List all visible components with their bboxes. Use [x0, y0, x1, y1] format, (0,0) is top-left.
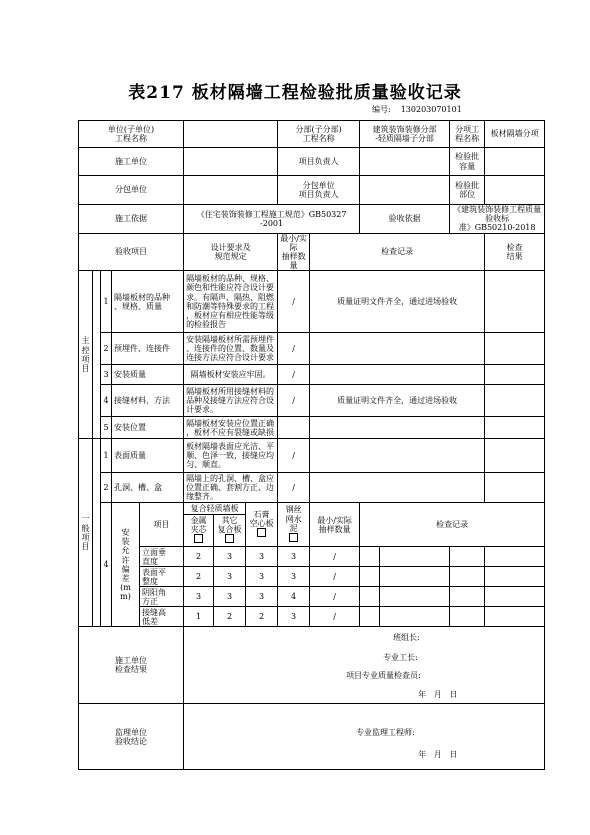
main-item-sample[interactable]: /	[278, 333, 310, 365]
batch-location-label: 检验批部位	[450, 176, 485, 205]
main-item-row	[79, 385, 545, 417]
main-item-no: 2	[101, 333, 112, 365]
main-item-sample[interactable]: /	[278, 385, 310, 417]
sub-project-label: 分部(子分部) 工程名称	[278, 121, 360, 148]
general-item-spec: 板材隔墙表面应光洁、平 顺、色泽一致，接缝应均 匀、顺直。	[184, 439, 278, 473]
deviation-record-cell[interactable]	[360, 607, 380, 627]
gypsum-value: 3	[246, 567, 278, 587]
general-item-sample[interactable]: /	[278, 473, 310, 503]
deviation-record-cell[interactable]	[360, 547, 380, 567]
item-project-value[interactable]: 板材隔墙分项	[485, 121, 545, 148]
main-item-sample[interactable]	[278, 417, 310, 439]
main-item-result[interactable]	[485, 365, 545, 385]
other-value: 2	[214, 607, 246, 627]
basis-value[interactable]: 《住宅装饰装修工程施工规范》GB50327 -2001	[184, 205, 360, 234]
construction-date-label: 年 月 日	[418, 690, 458, 700]
main-item-spec: 隔墙板材的品种、规格、 颜色和性能应符合设计要 求。有隔声、隔热、阻燃 和防潮等特殊要求的工程 ，板材应有相应性能等级 的检验报告	[184, 271, 278, 333]
metal-value: 2	[184, 567, 214, 587]
composite-header: 复合轻质墙板	[184, 503, 246, 515]
deviation-row	[79, 587, 545, 607]
basis-label: 施工依据	[79, 205, 184, 234]
gypsum-value: 3	[246, 547, 278, 567]
main-item-row	[79, 271, 545, 333]
construction-check-label: 施工单位 检查结果	[79, 627, 184, 704]
deviation-row	[79, 567, 545, 587]
page-title: 表217 板材隔墙工程检验批质量验收记录	[128, 83, 462, 103]
main-item-name: 隔墙板材的品种 、规格、质量	[112, 271, 184, 333]
deviation-record-cell[interactable]	[380, 587, 450, 607]
deviation-name: 阴阳角 方正	[140, 587, 184, 607]
general-item-result[interactable]	[485, 473, 545, 503]
deviation-sample[interactable]: /	[310, 587, 360, 607]
deviation-record-cell[interactable]	[485, 547, 545, 567]
col-sample-header: 最小/实际 抽样数量	[278, 233, 310, 271]
other-composite-checkbox[interactable]	[225, 534, 234, 543]
general-item-record[interactable]	[310, 473, 485, 503]
gypsum-value: 2	[246, 607, 278, 627]
inspector-label: 项目专业质量检查员:	[346, 671, 421, 681]
general-item-spec: 隔墙上的孔洞、槽、盒应 位置正确、套割方正、边 缘整齐。	[184, 473, 278, 503]
steel-value: 3	[278, 547, 310, 567]
main-item-spec: 安装隔墙板材所需预埋件 、连接件的位置、数量及 连接方法应符合设计要求	[184, 333, 278, 365]
main-item-result[interactable]	[485, 271, 545, 333]
gypsum-hollow-header: 石膏 空心板	[246, 503, 278, 547]
deviation-sample[interactable]: /	[310, 567, 360, 587]
deviation-record-cell[interactable]	[450, 567, 485, 587]
unit-project-label: 单位(子单位) 工程名称	[79, 121, 184, 148]
general-item-name: 孔洞、槽、盒	[112, 473, 184, 503]
main-item-name: 安装位置	[112, 417, 184, 439]
main-spacer	[93, 271, 101, 439]
subcontract-unit-label: 分包单位	[79, 176, 184, 205]
general-item-no: 1	[101, 439, 112, 473]
deviation-side-label: 安 装 允 许 偏 差 (m m)	[112, 503, 140, 627]
general-item-record[interactable]	[310, 439, 485, 473]
batch-location-value[interactable]	[485, 176, 545, 205]
team-leader-label: 班组长:	[393, 633, 420, 643]
deviation-name: 立面垂 直度	[140, 547, 184, 567]
gypsum-checkbox[interactable]	[257, 528, 266, 537]
deviation-record-cell[interactable]	[360, 587, 380, 607]
main-item-result[interactable]	[485, 385, 545, 417]
metal-value: 1	[184, 607, 214, 627]
general-item-row	[79, 439, 545, 473]
acceptance-basis-value[interactable]: 《建筑装饰装修工程质量验收标 准》GB50210-2018	[450, 205, 545, 234]
supervision-label: 监理单位 验收结论	[79, 704, 184, 770]
steel-value: 3	[278, 567, 310, 587]
deviation-record-cell[interactable]	[360, 567, 380, 587]
metal-value: 2	[184, 547, 214, 567]
steel-value: 4	[278, 587, 310, 607]
main-item-row	[79, 417, 545, 439]
subcontract-unit-value[interactable]	[184, 176, 278, 205]
other-composite-header: 其它 复合板	[214, 515, 246, 547]
deviation-name: 表面平 整度	[140, 567, 184, 587]
deviation-name: 接缝高 低差	[140, 607, 184, 627]
item-project-label: 分项工程名称	[450, 121, 485, 148]
deviation-sample[interactable]: /	[310, 547, 360, 567]
deviation-record-cell[interactable]	[450, 587, 485, 607]
deviation-record-cell[interactable]	[450, 607, 485, 627]
deviation-record-cell[interactable]	[485, 607, 545, 627]
main-item-result[interactable]	[485, 417, 545, 439]
batch-capacity-value[interactable]	[485, 148, 545, 176]
main-item-row	[79, 333, 545, 365]
main-item-no: 4	[101, 385, 112, 417]
other-value: 3	[214, 567, 246, 587]
supervision-date-label: 年 月 日	[418, 750, 458, 760]
supervision-engineer-label: 专业监理工程师:	[356, 728, 415, 738]
subcontract-manager-label: 分包单位 项目负责人	[278, 176, 360, 205]
other-value: 3	[214, 547, 246, 567]
col-design-header: 设计要求及 规范规定	[184, 233, 278, 271]
deviation-row	[79, 607, 545, 627]
foreman-label: 专业工长:	[383, 653, 418, 663]
subcontract-manager-value[interactable]	[360, 176, 450, 205]
col-item-header: 验收项目	[79, 233, 184, 271]
main-item-name: 预埋件、连接件	[112, 333, 184, 365]
other-value: 3	[214, 587, 246, 607]
main-item-record[interactable]: 质量证明文件齐全，通过进场验收	[310, 271, 485, 333]
main-item-record[interactable]	[310, 365, 485, 385]
deviation-no: 4	[101, 503, 112, 627]
main-item-name: 安装质量	[112, 365, 184, 385]
main-item-result[interactable]	[485, 333, 545, 365]
acceptance-basis-label: 验收依据	[360, 205, 450, 234]
project-manager-value[interactable]	[360, 148, 450, 176]
deviation-record-cell[interactable]	[380, 607, 450, 627]
deviation-record-cell[interactable]	[485, 567, 545, 587]
main-item-sample[interactable]: /	[278, 365, 310, 385]
metal-core-checkbox[interactable]	[194, 534, 203, 543]
metal-core-header: 金属 夹芯	[184, 515, 214, 547]
deviation-sample-header: 最小/实际 抽样数量	[310, 503, 360, 547]
main-item-record[interactable]	[310, 333, 485, 365]
general-item-name: 表面质量	[112, 439, 184, 473]
metal-value: 3	[184, 587, 214, 607]
main-item-spec: 隔墙板材安装应位置正确 ，板材不应有裂缝或缺损	[184, 417, 278, 439]
unit-project-value[interactable]	[184, 121, 278, 148]
gypsum-value: 3	[246, 587, 278, 607]
main-item-row	[79, 365, 545, 385]
deviation-row	[79, 547, 545, 567]
construction-unit-value[interactable]	[184, 148, 278, 176]
code-label: 编号:	[372, 105, 391, 114]
main-control-label: 主 控 项 目	[79, 271, 93, 439]
general-item-result[interactable]	[485, 439, 545, 473]
construction-unit-label: 施工单位	[79, 148, 184, 176]
general-item-label: 一 般 项 目	[79, 439, 93, 627]
deviation-record-cell[interactable]	[380, 567, 450, 587]
deviation-record-cell[interactable]	[380, 547, 450, 567]
construction-check-area[interactable]	[184, 627, 545, 704]
steel-value: 3	[278, 607, 310, 627]
general-item-sample[interactable]: /	[278, 439, 310, 473]
general-spacer	[93, 439, 101, 627]
steel-mesh-checkbox[interactable]	[289, 533, 298, 542]
col-record-header: 检查记录	[310, 233, 485, 271]
general-item-row	[79, 473, 545, 503]
main-item-spec: 隔墙板材安装应牢固。	[184, 365, 278, 385]
deviation-item-header: 项目	[140, 503, 184, 547]
main-item-spec: 隔墙板材所用接缝材料的 品种及接缝方法应符合设 计要求。	[184, 385, 278, 417]
main-item-no: 3	[101, 365, 112, 385]
main-item-no: 5	[101, 417, 112, 439]
main-item-no: 1	[101, 271, 112, 333]
code-value: 130203070101	[400, 105, 462, 114]
deviation-record-cell[interactable]	[485, 587, 545, 607]
steel-mesh-header: 钢丝 网水 泥	[278, 503, 310, 547]
inspection-form-table	[78, 120, 545, 770]
supervision-area[interactable]	[184, 704, 545, 770]
deviation-record-cell[interactable]	[450, 547, 485, 567]
record-code	[372, 104, 462, 115]
main-item-sample[interactable]: /	[278, 271, 310, 333]
main-item-record[interactable]	[310, 417, 485, 439]
main-item-name: 接缝材料，方法	[112, 385, 184, 417]
sub-project-value[interactable]: 建筑装饰装修分部 -轻质隔墙子分部	[360, 121, 450, 148]
general-item-no: 2	[101, 473, 112, 503]
col-result-header: 检查 结果	[485, 233, 545, 271]
deviation-sample[interactable]: /	[310, 607, 360, 627]
project-manager-label: 项目负责人	[278, 148, 360, 176]
main-item-record[interactable]: 质量证明文件齐全，通过进场验收	[310, 385, 485, 417]
batch-capacity-label: 检验批容量	[450, 148, 485, 176]
deviation-record-header: 检查记录	[360, 503, 545, 547]
